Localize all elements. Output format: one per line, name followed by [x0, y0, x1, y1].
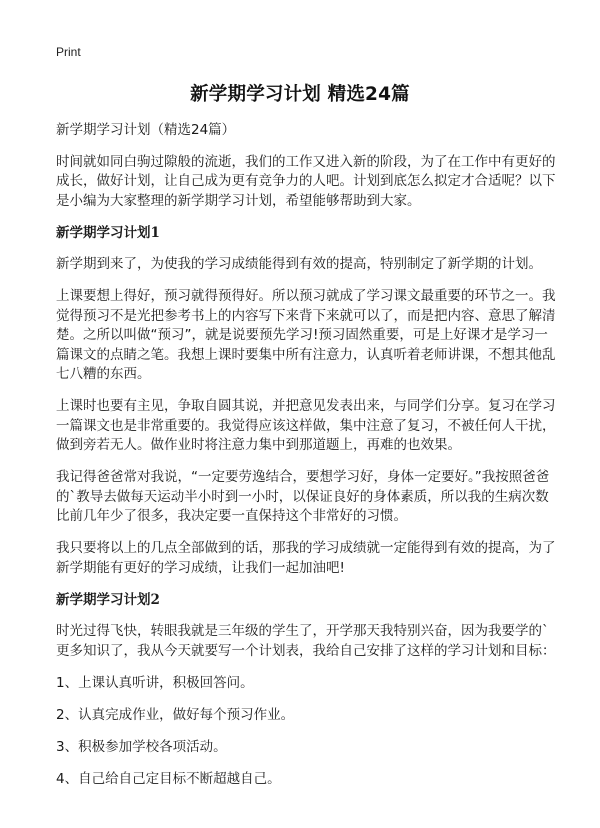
section-1-paragraph-2: 上课要想上得好，预习就得预得好。所以预习就成了学习课文最重要的环节之一。我觉得预习不是光把参考书上的内容写下来背下来就可以了，而是把内容、意思了解清楚。之所以叫做“预习”，就是说要预先学习!预习固然重要，可是上好课才是学习一篇课文的点睛之笔。我想上课时要集中所有注意力，认真听着老师讲课，不想其他乱七八糟的东西。 — [56, 288, 556, 382]
list-item: 2、认真完成作业，做好每个预习作业。 — [56, 706, 295, 723]
list-item: 3、积极参加学校各项活动。 — [56, 738, 227, 755]
document-title: 新学期学习计划 精选24篇 — [190, 84, 410, 105]
document-subtitle: 新学期学习计划（精选24篇） — [56, 122, 236, 138]
document-body — [56, 121, 558, 802]
section-1-paragraph-4: 我记得爸爸常对我说，“一定要劳逸结合，要想学习好，身体一定要好。”我按照爸爸的`教导去做每天运动半小时到一小时，以保证良好的身体素质，所以我的生病次数比前几年少了很多，我决定要一直保持这个非常好的习惯。 — [56, 469, 550, 524]
section-1-paragraph-1: 新学期到来了，为使我的学习成绩能得到有效的提高，特别制定了新学期的计划。 — [56, 256, 542, 272]
list-item: 4、自己给自己定目标不断超越自己。 — [56, 770, 281, 787]
section-1-paragraph-5: 我只要将以上的几点全部做到的话，那我的学习成绩就一定能得到有效的提高，为了新学期能有更好的学习成绩，让我们一起加油吧! — [56, 540, 556, 576]
intro-paragraph: 时间就如同白驹过隙般的流逝，我们的工作又进入新的阶段，为了在工作中有更好的成长，做好计划，让自己成为更有竞争力的人吧。计划到底怎么拟定才合适呢？以下是小编为大家整理的新学期学习计划，希望能够帮助到大家。 — [56, 153, 556, 209]
section-2-paragraph-1: 时光过得飞快，转眼我就是三年级的学生了，开学那天我特别兴奋，因为我要学的`更多知识了，我从今天就要写一个计划表，我给自己安排了这样的学习计划和目标： — [56, 623, 556, 659]
list-item: 1、上课认真听讲，积极回答问。 — [56, 674, 254, 691]
print-link[interactable]: Print — [56, 45, 81, 59]
section-1-paragraph-3: 上课时也要有主见，争取自圆其说，并把意见发表出来，与同学们分享。复习在学习一篇课文也是非常重要的。我觉得应该这样做，集中注意了复习，不被任何人干扰，做到旁若无人。做作业时将注意力集中到那道题上，再难的也效果。 — [56, 398, 556, 453]
section-heading-2: 新学期学习计划2 — [56, 591, 160, 608]
section-heading-1: 新学期学习计划1 — [56, 224, 160, 241]
